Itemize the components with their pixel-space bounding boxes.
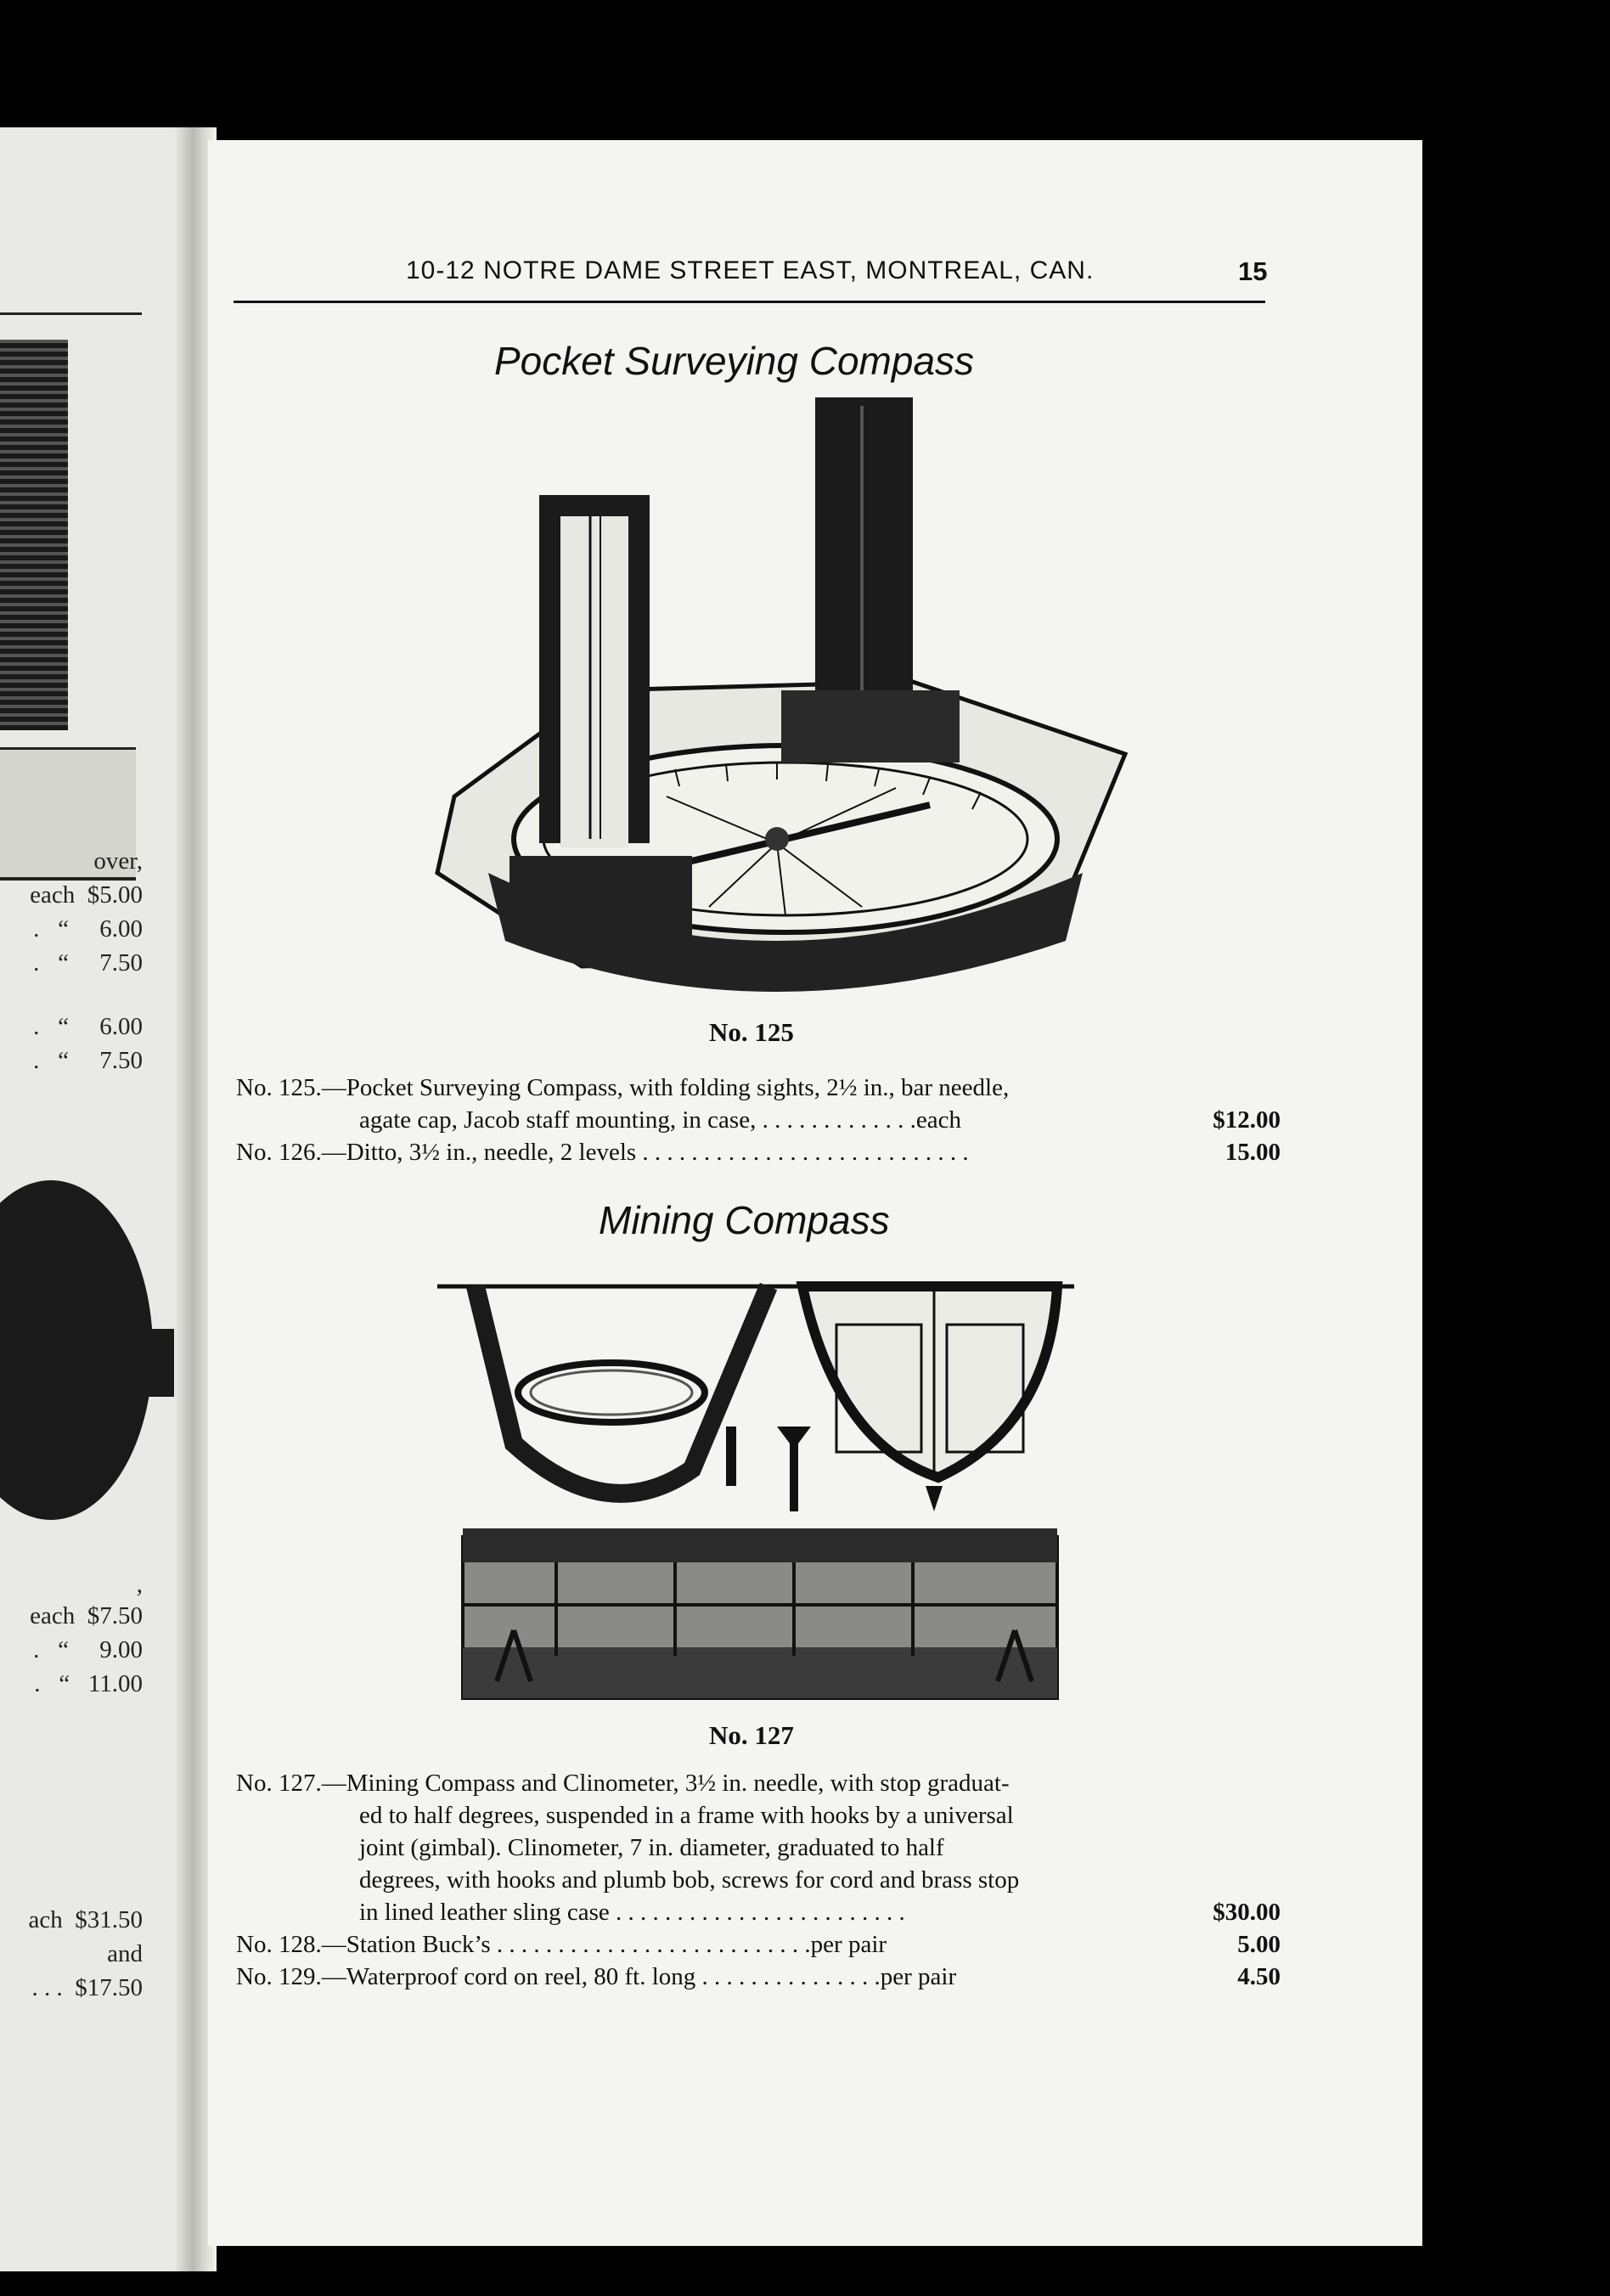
pocket-surveying-compass-illustration bbox=[386, 397, 1134, 1009]
list-item bbox=[236, 1136, 1281, 1168]
figure-caption-no-127: No. 127 bbox=[709, 1720, 794, 1750]
item-price: $12.00 bbox=[1213, 1106, 1281, 1134]
item-line: ed to half degrees, suspended in a frame with hooks by a universal bbox=[359, 1802, 1014, 1829]
previous-page bbox=[0, 127, 195, 2271]
previous-page-text-line: . “ 9.00 bbox=[33, 1636, 143, 1663]
previous-page-text-line: . . . $17.50 bbox=[31, 1974, 143, 2001]
item-line bbox=[236, 1896, 1281, 1928]
previous-page-text-line: each $5.00 bbox=[30, 881, 143, 909]
item-line-text: agate cap, Jacob staff mounting, in case, . . . . . . . . . . . . .each bbox=[359, 1106, 961, 1134]
section-title-pocket-surveying-compass: Pocket Surveying Compass bbox=[494, 339, 975, 383]
section-title-mining-compass: Mining Compass bbox=[599, 1198, 890, 1242]
list-item bbox=[236, 1928, 1281, 1961]
mining-compass-illustration bbox=[437, 1274, 1083, 1715]
item-line-text: in lined leather sling case . . . . . . . . . . . . . . . . . . . . . . . . bbox=[359, 1899, 905, 1926]
previous-page-text-line: each $7.50 bbox=[30, 1602, 143, 1629]
item-line bbox=[236, 1961, 1281, 1993]
item-line-text: No. 128.—Station Buck’s . . . . . . . . . . . . . . . . . . . . . . . . . .per pair bbox=[236, 1931, 887, 1958]
list-item bbox=[236, 1072, 1281, 1136]
page-header-address: 10-12 NOTRE DAME STREET EAST, MONTREAL, CAN. bbox=[406, 256, 1095, 284]
previous-page-compass-illustration bbox=[0, 340, 68, 730]
item-line bbox=[236, 1136, 1281, 1168]
previous-page-text-line: , bbox=[136, 1571, 143, 1598]
previous-page-rule bbox=[0, 312, 142, 315]
item-line-text: No. 126.—Ditto, 3½ in., needle, 2 levels . . . . . . . . . . . . . . . . . . . . . . . . . . . bbox=[236, 1139, 969, 1166]
list-item bbox=[236, 1961, 1281, 1993]
mining-compass-price-list bbox=[236, 1767, 1281, 1993]
header-rule bbox=[234, 301, 1265, 303]
previous-page-text-line: . “ 7.50 bbox=[33, 1047, 143, 1074]
item-price: $30.00 bbox=[1213, 1899, 1281, 1926]
item-line: degrees, with hooks and plumb bob, screws for cord and brass stop bbox=[359, 1866, 1020, 1894]
list-item bbox=[236, 1767, 1281, 1928]
item-price: 5.00 bbox=[1237, 1931, 1281, 1958]
item-line bbox=[236, 1928, 1281, 1961]
item-line: joint (gimbal). Clinometer, 7 in. diameter, graduated to half bbox=[359, 1834, 944, 1861]
previous-page-text-line: ach $31.50 bbox=[28, 1906, 143, 1933]
item-price: 4.50 bbox=[1237, 1963, 1281, 1990]
previous-page-text-line: and bbox=[107, 1940, 143, 1967]
item-line-text: No. 129.—Waterproof cord on reel, 80 ft. long . . . . . . . . . . . . . . .per pair bbox=[236, 1963, 957, 1990]
page-number: 15 bbox=[1238, 256, 1268, 286]
pocket-compass-price-list bbox=[236, 1072, 1281, 1168]
figure-caption-no-125: No. 125 bbox=[709, 1017, 794, 1047]
item-line: No. 125.—Pocket Surveying Compass, with folding sights, 2½ in., bar needle, bbox=[236, 1074, 1010, 1101]
previous-page-text-line: . “ 11.00 bbox=[34, 1670, 143, 1697]
previous-page-text-line: over, bbox=[93, 847, 143, 875]
previous-page-text-line: . “ 6.00 bbox=[33, 1013, 143, 1040]
item-line: No. 127.—Mining Compass and Clinometer, 3½ in. needle, with stop graduat- bbox=[236, 1770, 1010, 1797]
item-line bbox=[236, 1104, 1281, 1136]
previous-page-text-line: . “ 6.00 bbox=[33, 915, 143, 943]
item-price: 15.00 bbox=[1224, 1139, 1281, 1166]
previous-page-text-line: . “ 7.50 bbox=[33, 949, 143, 976]
